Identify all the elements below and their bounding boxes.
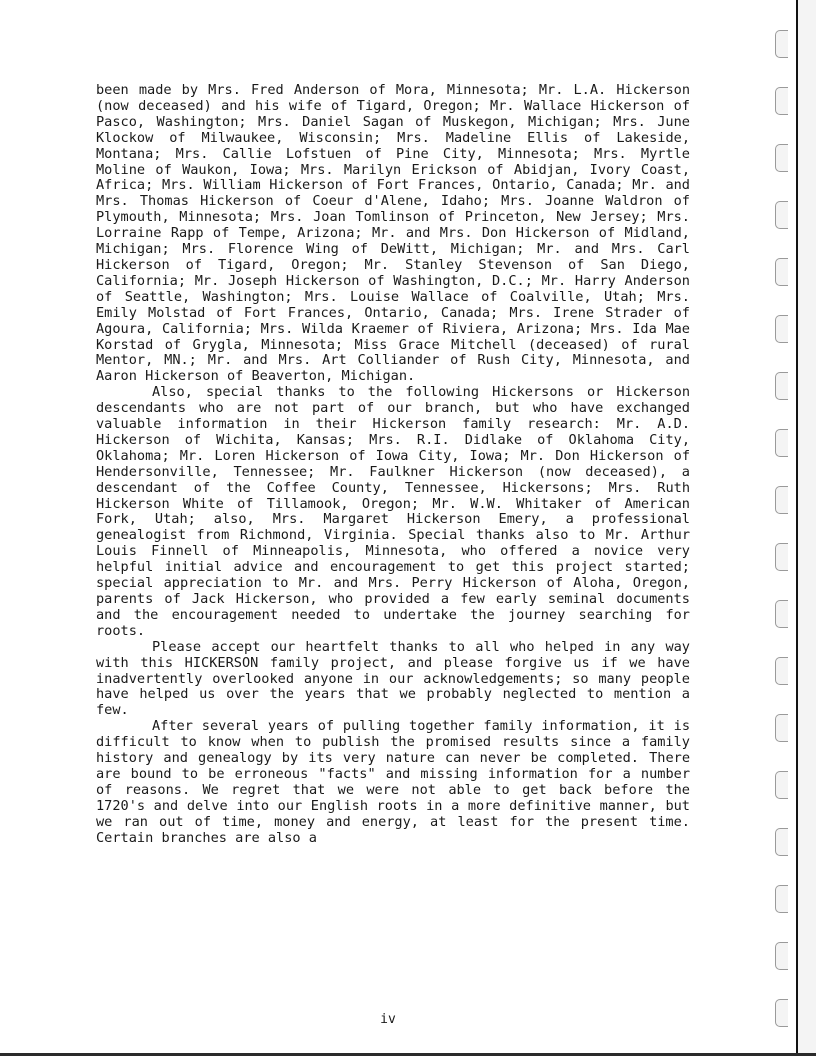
paragraph-publishing: After several years of pulling together family information, it is difficult to know when to publish the promised results since a family history and genealogy by its very nature can never be completed. There are bound to be erroneous "facts" and missing information for a number of reasons. We regret that we were not able to get back before the 1720's and delve into our English roots in a more definitive manner, but we ran out of time, money and energy, at least for the present time. Certain branches are also a (96, 718, 690, 846)
body-text (96, 83, 690, 847)
binder-hole (775, 543, 788, 571)
binder-hole (775, 828, 788, 856)
page-number: iv (380, 1012, 396, 1027)
paragraph-heartfelt-thanks: Please accept our heartfelt thanks to all who helped in any way with this HICKERSON family project, and please forgive us if we have inadvertently overlooked anyone in our acknowledgements; so many people have helped us over the years that we probably neglected to mention a few. (96, 638, 690, 719)
binder-hole (775, 201, 788, 229)
binder-hole (775, 714, 788, 742)
binder-hole (775, 771, 788, 799)
binder-hole (775, 372, 788, 400)
binder-hole (775, 486, 788, 514)
binder-hole (775, 30, 788, 58)
binder-hole (775, 87, 788, 115)
binder-hole (775, 258, 788, 286)
binder-hole (775, 315, 788, 343)
binder-margin (796, 0, 816, 1056)
binder-hole (775, 885, 788, 913)
binder-hole (775, 600, 788, 628)
binder-hole (775, 144, 788, 172)
binder-hole (775, 942, 788, 970)
binder-hole (775, 429, 788, 457)
binder-hole (775, 657, 788, 685)
page-edge (796, 0, 798, 1056)
paragraph-acknowledgements-continued: been made by Mrs. Fred Anderson of Mora, Minnesota; Mr. L.A. Hickerson (now deceased) and his wife of Tigard, Oregon; Mr. Wallace Hickerson of Pasco, Washington; Mrs. Daniel Sagan of Muskegon, Michigan; Mrs. June Klockow of Milwaukee, Wisconsin; Mrs. Madeline Ellis of Lakeside, Montana; Mrs. Callie Lofstuen of Pine City, Minnesota; Mrs. Myrtle Moline of Waukon, Iowa; Mrs. Marilyn Erickson of Abidjan, Ivory Coast, Africa; Mrs. William Hickerson of Fort Frances, Ontario, Canada; Mr. and Mrs. Thomas Hickerson of Coeur d'Alene, Idaho; Mrs. Joanne Waldron of Plymouth, Minnesota; Mrs. Joan Tomlinson of Princeton, New Jersey; Mrs. Lorraine Rapp of Tempe, Arizona; Mr. and Mrs. Don Hickerson of Midland, Michigan; Mrs. Florence Wing of DeWitt, Michigan; Mr. and Mrs. Carl Hickerson of Tigard, Oregon; Mr. Stanley Stevenson of San Diego, California; Mr. Joseph Hickerson of Washington, D.C.; Mr. Harry Anderson of Seattle, Washington; Mrs. Louise Wallace of Coalville, Utah; Mrs. Emily Molstad of Fort Frances, Ontario, Canada; Mrs. Irene Strader of Agoura, California; Mrs. Wilda Kraemer of Riviera, Arizona; Mrs. Ida Mae Korstad of Grygla, Minnesota; Miss Grace Mitchell (deceased) of rural Mentor, MN.; Mr. and Mrs. Art Colliander of Rush City, Minnesota, and Aaron Hickerson of Beaverton, Michigan. (96, 82, 690, 385)
paragraph-other-hickersons: Also, special thanks to the following Hickersons or Hickerson descendants who are not part of our branch, but who have exchanged valuable information in their Hickerson family research: Mr. A.D. Hickerson of Wichita, Kansas; Mrs. R.I. Didlake of Oklahoma City, Oklahoma; Mr. Loren Hickerson of Iowa City, Iowa; Mr. Don Hickerson of Hendersonville, Tennessee; Mr. Faulkner Hickerson (now deceased), a descendant of the Coffee County, Tennessee, Hickersons; Mrs. Ruth Hickerson White of Tillamook, Oregon; Mr. W.W. Whitaker of American Fork, Utah; also, Mrs. Margaret Hickerson Emery, a professional genealogist from Richmond, Virginia. Special thanks also to Mr. Arthur Louis Finnell of Minneapolis, Minnesota, who offered a novice very helpful initial advice and encouragement to get this project started; special appreciation to Mr. and Mrs. Perry Hickerson of Aloha, Oregon, parents of Jack Hickerson, who provided a few early seminal documents and the encouragement needed to undertake the journey searching for roots. (96, 384, 690, 639)
binder-hole (775, 999, 788, 1027)
